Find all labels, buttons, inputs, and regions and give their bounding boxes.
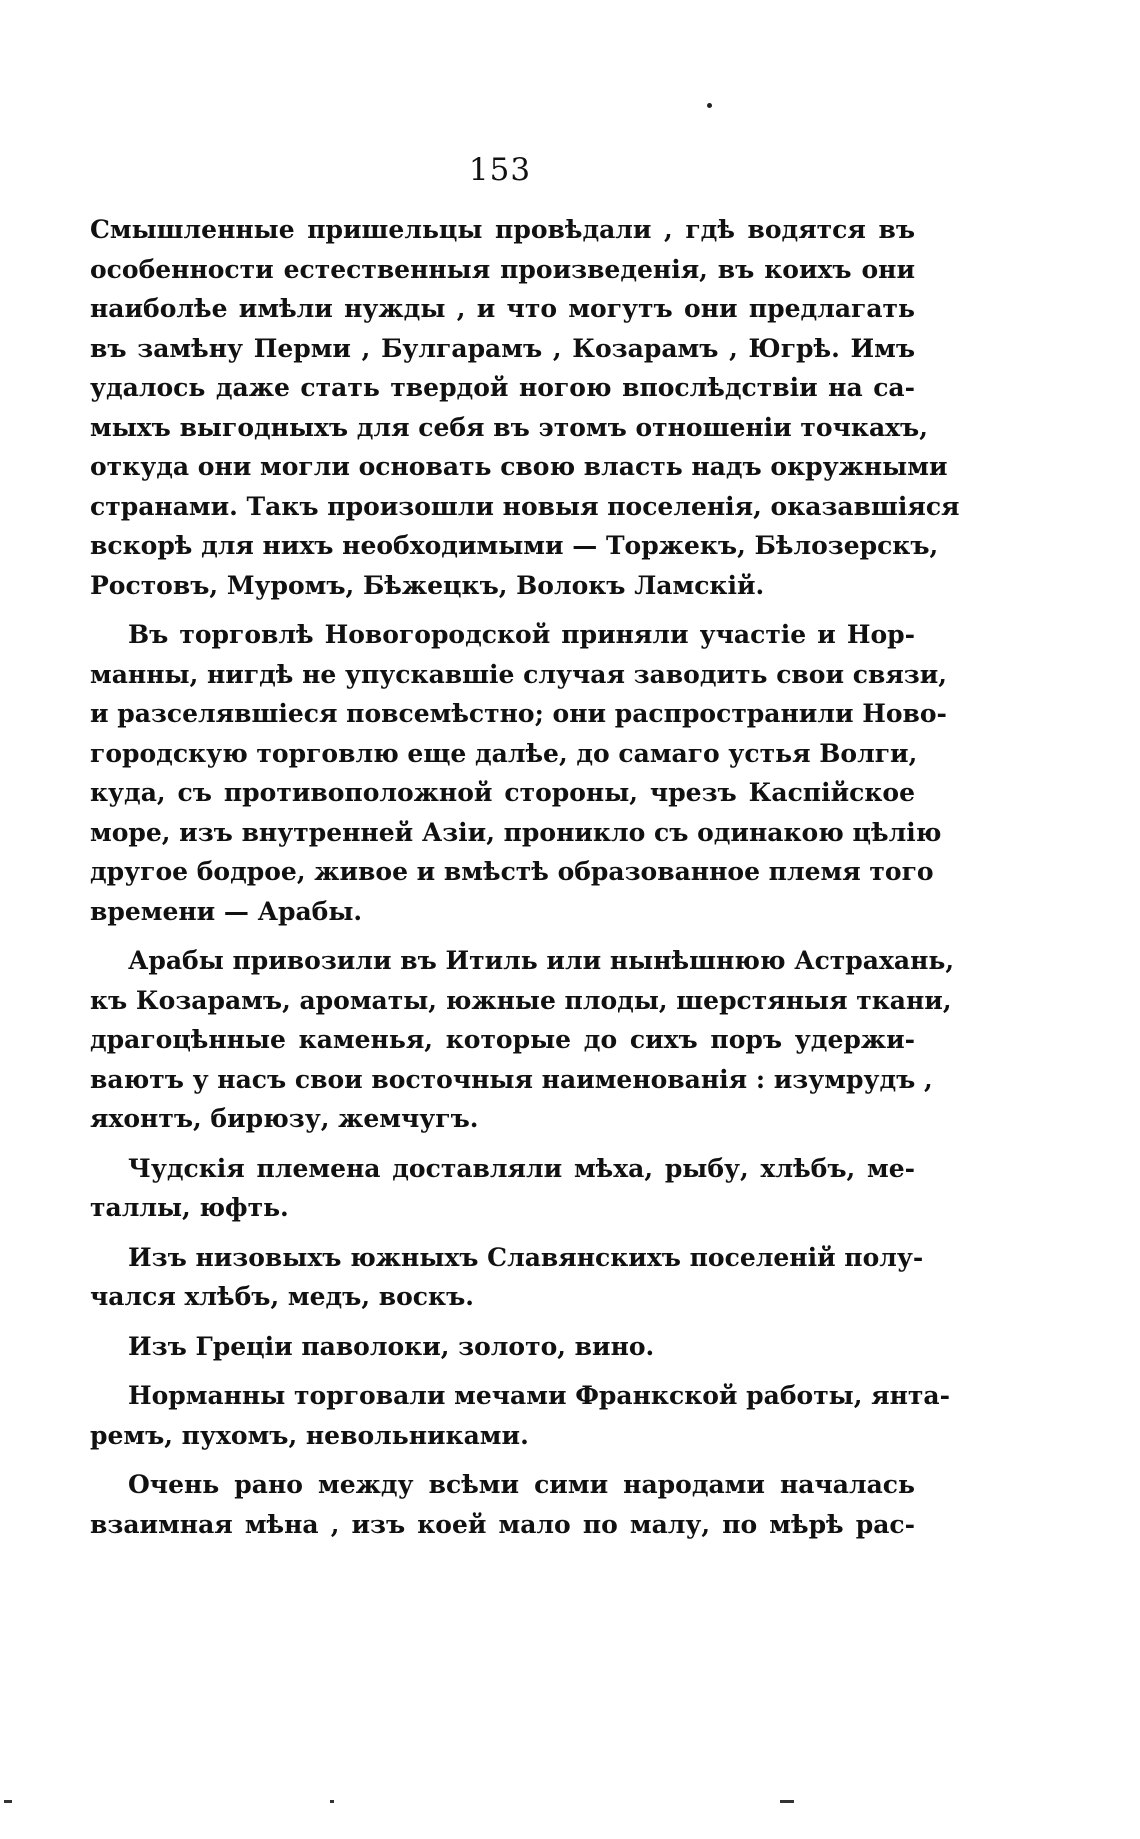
text-line: особенности естественныя произведенія, въ коихъ они [90, 254, 915, 284]
text-line: наиболѣе имѣли нужды , и что могутъ они предлагать [90, 294, 915, 323]
print-speck [780, 1800, 794, 1803]
text-line: городскую торговлю еще далѣе, до самаго устья Волги, [90, 738, 918, 768]
print-speck [4, 1800, 12, 1803]
paragraph-8 [90, 1465, 915, 1544]
text-line: море, изъ внутренней Азіи, проникло съ одинакою цѣлію [90, 817, 942, 847]
text-line: Очень рано между всѣми сими народами началась [128, 1470, 915, 1499]
text-line: таллы, юфть. [90, 1193, 289, 1222]
paragraph-5 [90, 1238, 924, 1317]
paragraph-3 [90, 941, 955, 1139]
text-line: Смышленные пришельцы провѣдали , гдѣ водятся въ [90, 215, 915, 244]
text-line: Изъ Греціи паволоки, золото, вино. [128, 1331, 655, 1361]
print-speck [330, 1800, 334, 1803]
paragraph-4 [90, 1149, 915, 1228]
print-speck [707, 103, 712, 108]
paragraph-6 [90, 1327, 915, 1367]
paragraph-7 [90, 1376, 950, 1455]
text-line: вскорѣ для нихъ необходимыми — Торжекъ, Бѣлозерскъ, [90, 531, 939, 560]
text-line: куда, съ противоположной стороны, чрезъ Каспійское [90, 778, 915, 807]
text-line: Въ торговлѣ Новогородской приняли участіе и Нор- [128, 620, 915, 649]
text-line: удалось даже стать твердой ногою впослѣдствіи на са- [90, 373, 915, 402]
text-line: яхонтъ, бирюзу, жемчугъ. [90, 1104, 479, 1133]
text-line: въ замѣну Перми , Булгарамъ , Козарамъ , Югрѣ. Имъ [90, 333, 915, 363]
text-line: ремъ, пухомъ, невольниками. [90, 1420, 529, 1450]
text-line: къ Козарамъ, ароматы, южные плоды, шерстяныя ткани, [90, 985, 952, 1015]
text-line: Норманны торговали мечами Франкской работы, янта- [128, 1381, 950, 1410]
page-number: 153 [468, 152, 532, 188]
text-line: странами. Такъ произошли новыя поселенія, оказавшіяся [90, 491, 960, 521]
text-line: Изъ низовыхъ южныхъ Славянскихъ поселеній полу- [128, 1242, 924, 1272]
paragraph-2 [90, 615, 947, 931]
text-line: чался хлѣбъ, медъ, воскъ. [90, 1282, 474, 1311]
text-line: Ростовъ, Муромъ, Бѣжецкъ, Волокъ Ламскій. [90, 570, 765, 600]
text-line: и разселявшіеся повсемѣстно; они распространили Ново- [90, 699, 947, 728]
text-line: драгоцѣнные каменья, которые до сихъ поръ удержи- [90, 1025, 915, 1054]
paragraph-1 [90, 210, 960, 605]
text-line: Чудскія племена доставляли мѣха, рыбу, хлѣбъ, ме- [128, 1153, 915, 1183]
text-line: мыхъ выгодныхъ для себя въ этомъ отношеніи точкахъ, [90, 412, 928, 442]
text-line: времени — Арабы. [90, 896, 363, 926]
text-line: взаимная мѣна , изъ коей мало по малу, по мѣрѣ рас- [90, 1509, 915, 1539]
text-line: Арабы привозили въ Итиль или нынѣшнюю Астрахань, [128, 946, 955, 975]
text-line: ваютъ у насъ свои восточныя наименованія : изумрудъ , [90, 1064, 933, 1094]
text-line: откуда они могли основать свою власть надъ окружными [90, 452, 948, 481]
text-line: манны, нигдѣ не упускавшіе случая заводить свои связи, [90, 659, 947, 689]
text-line: другое бодрое, живое и вмѣстѣ образованное племя того [90, 857, 934, 886]
body-text [90, 210, 960, 1554]
